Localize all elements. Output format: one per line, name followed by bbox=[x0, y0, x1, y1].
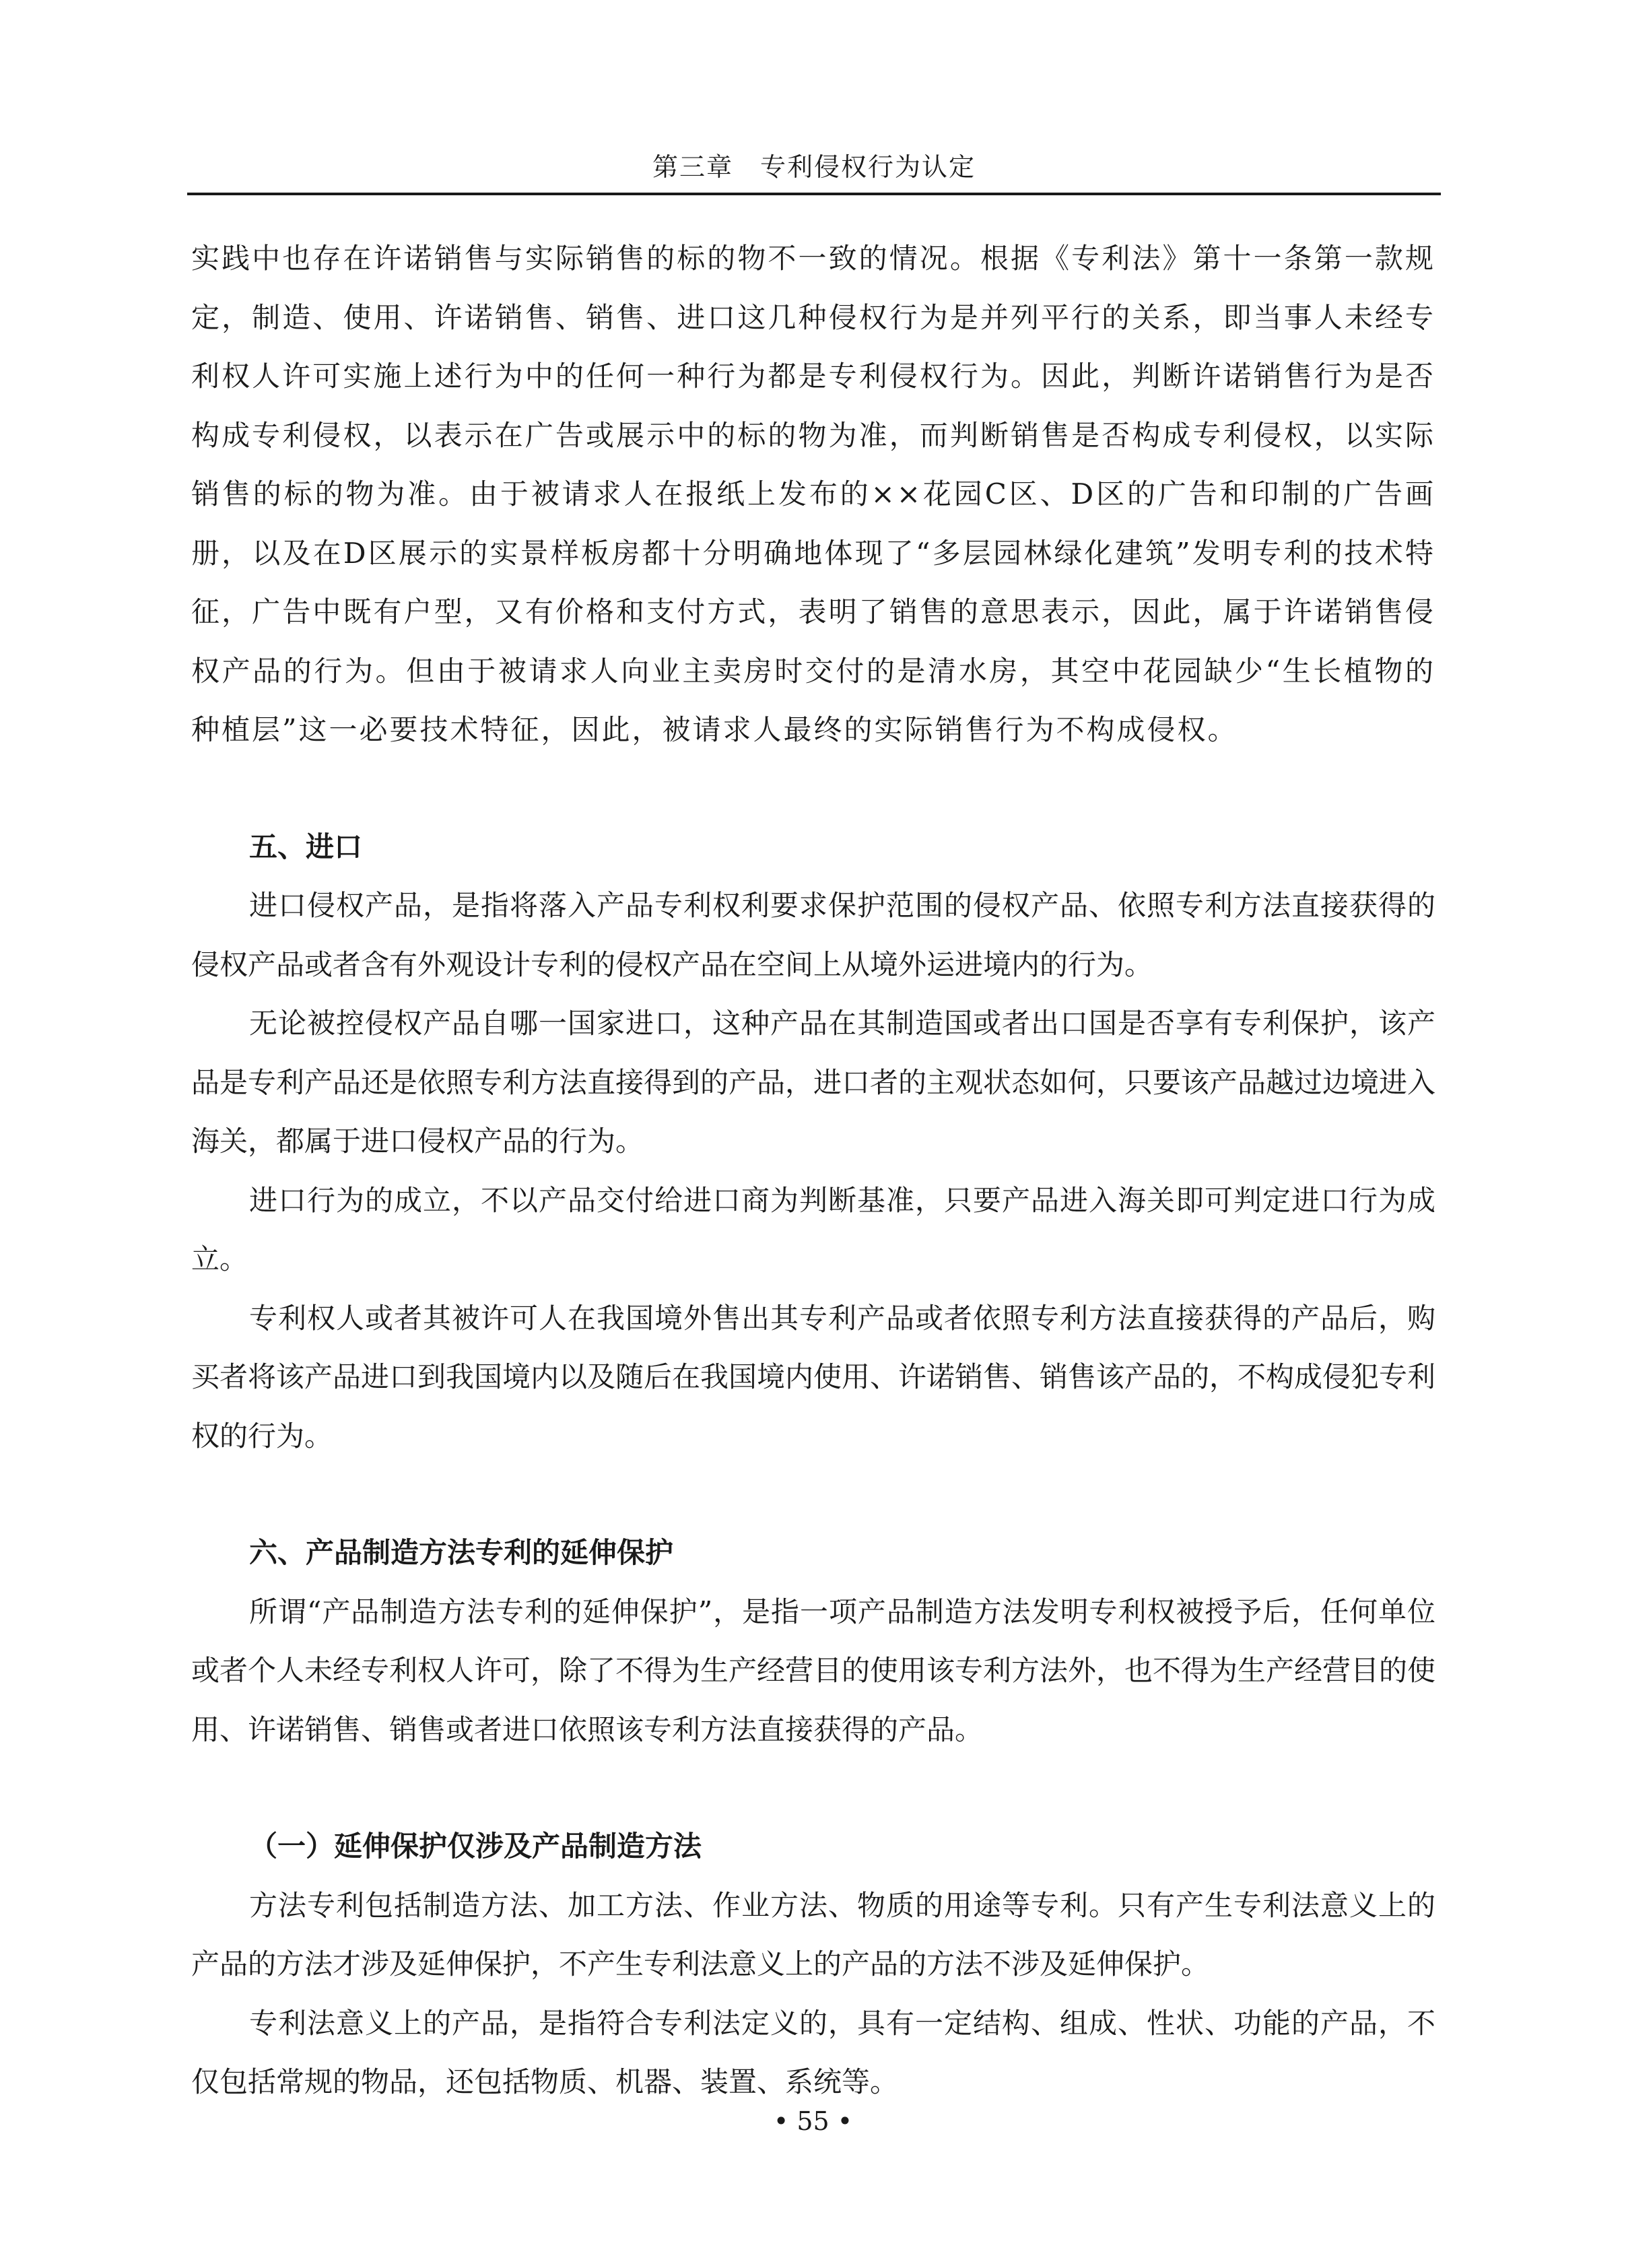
page-body bbox=[191, 229, 1435, 2112]
subsection-heading-manufacturing-method: （一）延伸保护仅涉及产品制造方法 bbox=[249, 1830, 702, 1863]
paragraph-product-definition: 专利法意义上的产品，是指符合专利法定义的，具有一定结构、组成、性状、功能的产品，不仅包括常规的物品，还包括物质、机器、装置、系统等。 bbox=[191, 2006, 1435, 2098]
paragraph-import-definition: 进口侵权产品，是指将落入产品专利权利要求保护范围的侵权产品、依照专利方法直接获得的侵权产品或者含有外观设计专利的侵权产品在空间上从境外运进境内的行为。 bbox=[191, 889, 1435, 981]
case-paragraph: 实践中也存在许诺销售与实际销售的标的物不一致的情况。根据《专利法》第十一条第一款规定，制造、使用、许诺销售、销售、进口这几种侵权行为是并列平行的关系，即当事人未经专利权人许可实施上述行为中的任何一种行为都是专利侵权行为。因此，判断许诺销售行为是否构成专利侵权，以表示在广告或展示中的标的物为准，而判断销售是否构成专利侵权，以实际销售的标的物为准。由于被请求人在报纸上发布的××花园C区、D区的广告和印制的广告画册，以及在D区展示的实景样板房都十分明确地体现了“多层园林绿化建筑”发明专利的技术特征，广告中既有户型，又有价格和支付方式，表明了销售的意思表示，因此，属于许诺销售侵权产品的行为。但由于被请求人向业主卖房时交付的是清水房，其空中花园缺少“生长植物的种植层”这一必要技术特征，因此，被请求人最终的实际销售行为不构成侵权。 bbox=[191, 242, 1435, 746]
section-heading-import: 五、进口 bbox=[249, 830, 363, 863]
paragraph-method-patent-types: 方法专利包括制造方法、加工方法、作业方法、物质的用途等专利。只有产生专利法意义上的产品的方法才涉及延伸保护，不产生专利法意义上的产品的方法不涉及延伸保护。 bbox=[191, 1888, 1435, 1980]
paragraph-import-establishment: 进口行为的成立，不以产品交付给进口商为判断基准，只要产品进入海关即可判定进口行为成立。 bbox=[191, 1183, 1435, 1275]
paragraph-extended-protection-definition: 所谓“产品制造方法专利的延伸保护”，是指一项产品制造方法发明专利权被授予后，任何单位或者个人未经专利权人许可，除了不得为生产经营目的使用该专利方法外，也不得为生产经营目的使用、许诺销售、销售或者进口依照该专利方法直接获得的产品。 bbox=[191, 1595, 1436, 1746]
section-heading-extended-protection: 六、产品制造方法专利的延伸保护 bbox=[249, 1536, 674, 1569]
paragraph-import-exhaustion: 专利权人或者其被许可人在我国境外售出其专利产品或者依照专利方法直接获得的产品后，购买者将该产品进口到我国境内以及随后在我国境内使用、许诺销售、销售该产品的，不构成侵犯专利权的行为。 bbox=[191, 1301, 1436, 1453]
paragraph-import-scope: 无论被控侵权产品自哪一国家进口，这种产品在其制造国或者出口国是否享有专利保护，该产品是专利产品还是依照专利方法直接得到的产品，进口者的主观状态如何，只要该产品越过边境进入海关，都属于进口侵权产品的行为。 bbox=[191, 1007, 1436, 1158]
chapter-title: 第三章 专利侵权行为认定 bbox=[652, 152, 976, 182]
running-header bbox=[187, 141, 1441, 195]
page-number: • 55 • bbox=[773, 2106, 853, 2136]
